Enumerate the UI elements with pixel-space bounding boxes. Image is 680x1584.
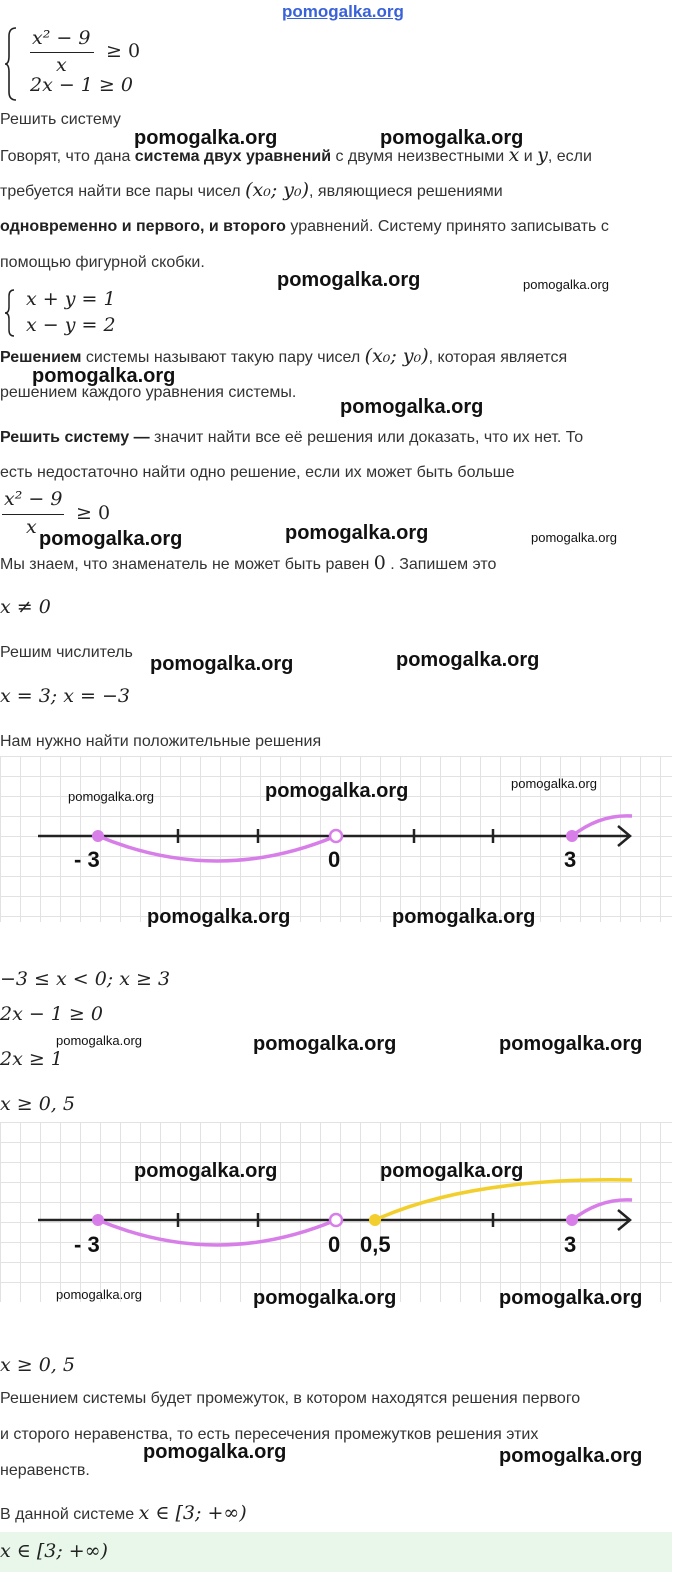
watermark: pomogalka.org	[499, 1287, 643, 1309]
system1-rel: ≥ 0	[106, 40, 141, 62]
point-0-open	[330, 1214, 342, 1226]
watermark: pomogalka.org	[499, 1033, 643, 1055]
watermark: pomogalka.org	[340, 396, 484, 418]
point-3	[566, 1214, 578, 1226]
system1-line2: 2x − 1 ≥ 0	[30, 74, 133, 96]
watermark: pomogalka.org	[380, 127, 524, 149]
system2-line2: x − y = 2	[26, 314, 116, 336]
math-ineq-2b: 2x ≥ 1	[0, 1048, 63, 1070]
point-3	[566, 830, 578, 842]
paragraph-9: есть недостаточно найти одно решение, если их может быть больше	[0, 464, 515, 481]
paragraph-11: Решим числитель	[0, 644, 133, 661]
axis1-label-minus-3: - 3	[74, 847, 100, 872]
watermark: pomogalka.org	[253, 1033, 397, 1055]
paragraph-5: помощью фигурной скобки.	[0, 254, 205, 271]
watermark: pomogalka.org	[392, 906, 536, 928]
point-minus-3	[92, 830, 104, 842]
watermark: pomogalka.org	[134, 127, 278, 149]
math-x-not-zero: x ≠ 0	[0, 596, 51, 618]
paragraph-3: требуется найти все пары чисел (x₀; y₀), являющиеся решениями	[0, 179, 503, 201]
system1-numerator: x² − 9	[32, 27, 91, 49]
axis2-label-0-5: 0,5	[360, 1232, 391, 1257]
ineq1-denominator: x	[26, 516, 37, 538]
watermark: pomogalka.org	[39, 528, 183, 550]
paragraph-1: Решить систему	[0, 111, 121, 128]
watermark: pomogalka.org	[531, 530, 617, 545]
watermark: pomogalka.org	[523, 277, 609, 292]
watermark: pomogalka.org	[499, 1445, 643, 1467]
paragraph-14: и сторого неравенства, то есть пересечения промежутков решения этих	[0, 1426, 539, 1443]
paragraph-7: решением каждого уравнения системы.	[0, 384, 297, 401]
axis2-label-0: 0	[328, 1232, 341, 1257]
axis2-label-3: 3	[564, 1232, 577, 1257]
axis2-label-minus-3: - 3	[74, 1232, 100, 1257]
point-0-open	[330, 830, 342, 842]
math-interval-1: −3 ≤ x < 0; x ≥ 3	[0, 968, 171, 990]
watermark: pomogalka.org	[511, 776, 597, 791]
curly-brace-icon	[4, 288, 16, 338]
paragraph-8: Решить систему — значит найти все её решения или доказать, что их нет. То	[0, 429, 584, 446]
ineq1-rel: ≥ 0	[76, 502, 111, 524]
point-minus-3	[92, 1214, 104, 1226]
paragraph-2: Говорят, что дана система двух уравнений с двумя неизвестными x и y, если	[0, 144, 592, 166]
watermark: pomogalka.org	[285, 522, 429, 544]
axis1-label-0: 0	[328, 847, 341, 872]
paragraph-16: В данной системе x ∈ [3; +∞)	[0, 1502, 247, 1524]
watermark: pomogalka.org	[380, 1160, 524, 1182]
paragraph-15: неравенств.	[0, 1462, 90, 1479]
watermark: pomogalka.org	[68, 789, 154, 804]
point-0-5	[369, 1214, 381, 1226]
paragraph-12: Нам нужно найти положительные решения	[0, 733, 322, 750]
site-header-link[interactable]: pomogalka.org	[282, 2, 404, 21]
watermark: pomogalka.org	[32, 365, 176, 387]
system2-line1: x + y = 1	[26, 288, 116, 310]
math-ineq-2: 2x − 1 ≥ 0	[0, 1003, 103, 1025]
axis1-label-3: 3	[564, 847, 577, 872]
paragraph-13: Решением системы будет промежуток, в котором находятся решения первого	[0, 1390, 581, 1407]
answer-box	[0, 1532, 672, 1572]
paragraph-10: Мы знаем, что знаменатель не может быть равен 0 . Запишем это	[0, 552, 497, 574]
math-ineq-2c: x ≥ 0, 5	[0, 1093, 75, 1115]
system1-denominator: x	[56, 54, 67, 76]
curly-brace-icon	[4, 26, 18, 102]
watermark: pomogalka.org	[134, 1160, 278, 1182]
ineq1-numerator: x² − 9	[4, 488, 63, 510]
watermark: pomogalka.org	[396, 649, 540, 671]
watermark: pomogalka.org	[265, 780, 409, 802]
math-ineq-3: x ≥ 0, 5	[0, 1354, 75, 1376]
watermark: pomogalka.org	[147, 906, 291, 928]
paragraph-6: Решением системы называют такую пару чисел (x₀; y₀), которая является	[0, 345, 568, 367]
paragraph-4: одновременно и первого, и второго уравнений. Систему принято записывать с	[0, 218, 609, 235]
math-roots: x = 3; x = −3	[0, 685, 130, 707]
watermark: pomogalka.org	[56, 1287, 142, 1302]
watermark: pomogalka.org	[150, 653, 294, 675]
number-line-2	[0, 1122, 672, 1302]
watermark: pomogalka.org	[143, 1441, 287, 1463]
watermark: pomogalka.org	[253, 1287, 397, 1309]
answer-text: x ∈ [3; +∞)	[0, 1540, 108, 1562]
watermark: pomogalka.org	[56, 1033, 142, 1048]
watermark: pomogalka.org	[277, 269, 421, 291]
